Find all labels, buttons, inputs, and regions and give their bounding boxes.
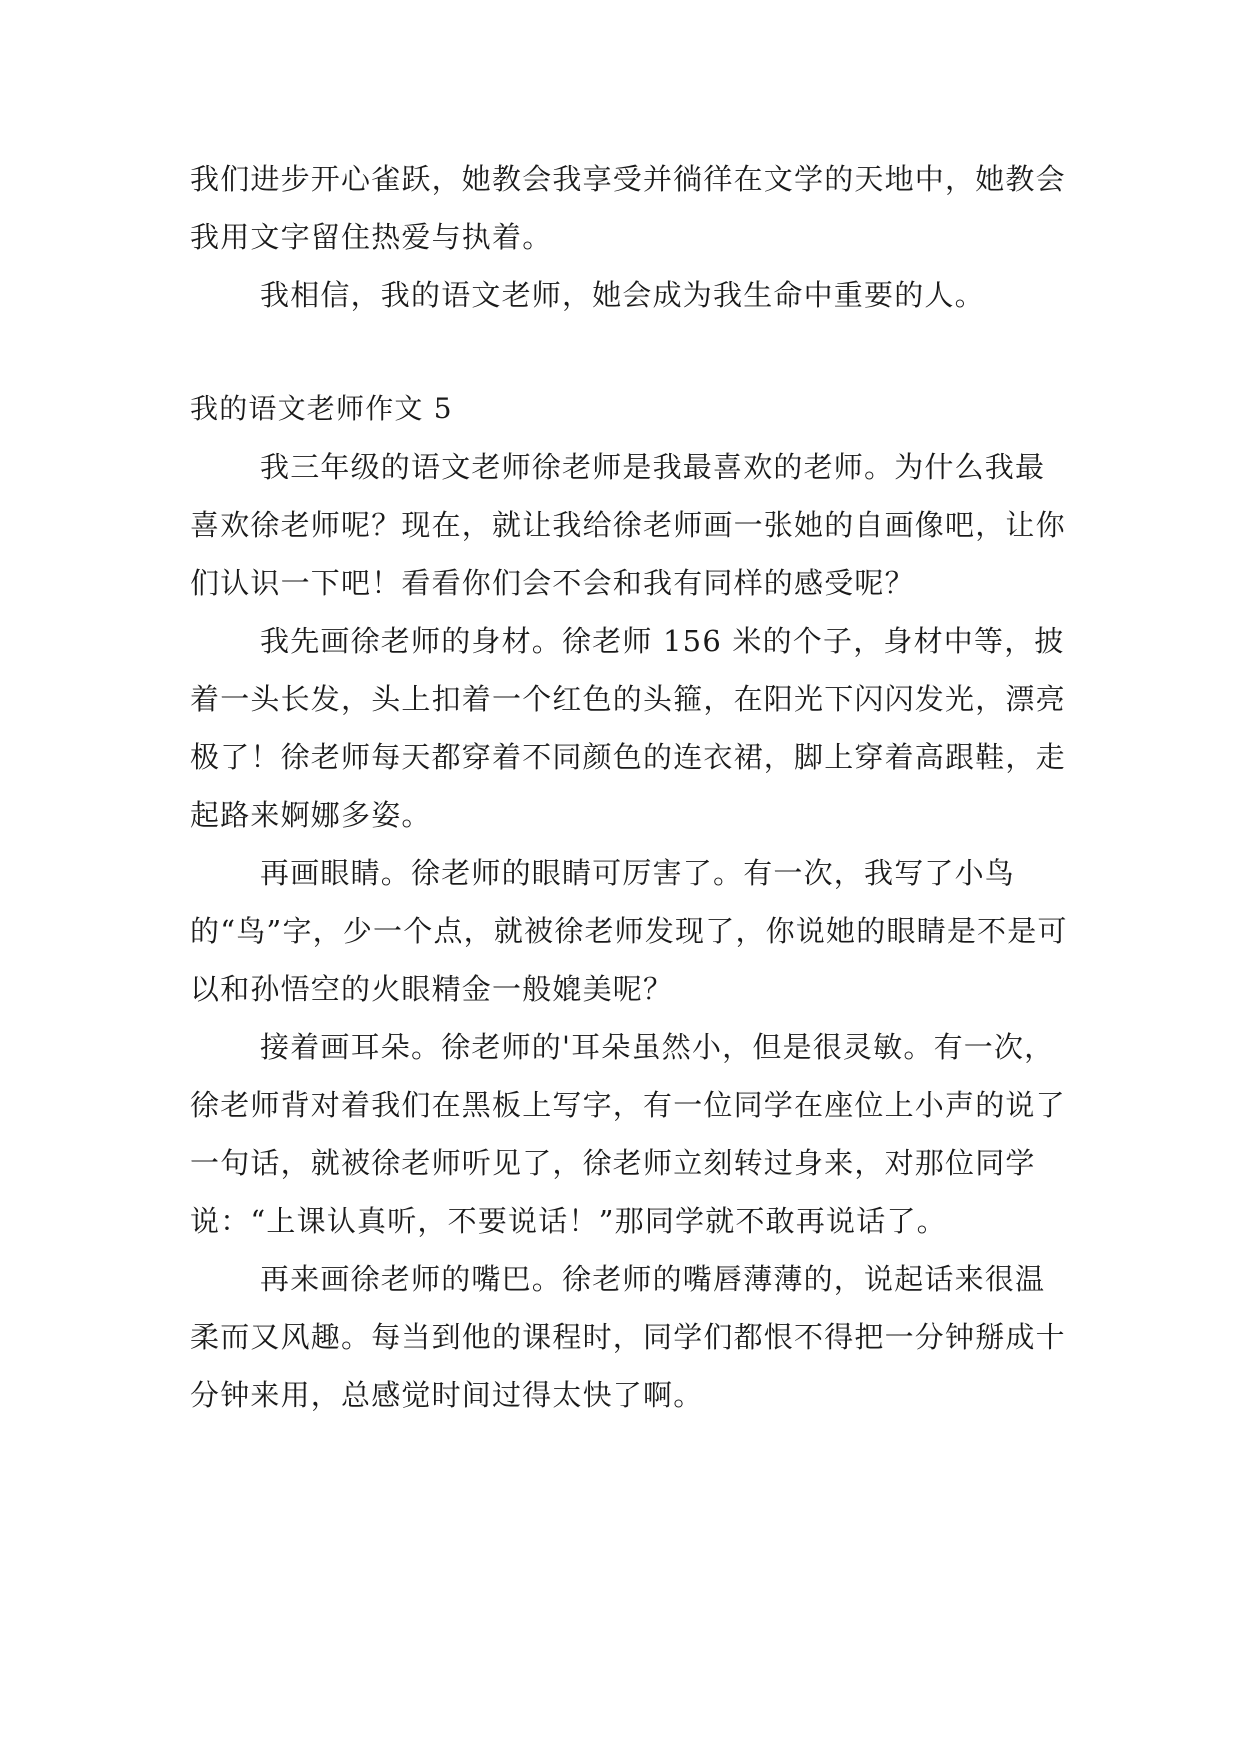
paragraph: 接着画耳朵。徐老师的'耳朵虽然小，但是很灵敏。有一次，徐老师背对着我们在黑板上写字，有一位同学在座位上小声的说了一句话，就被徐老师听见了，徐老师立刻转过身来，对那位同学说：“上课认真听，不要说话！”那同学就不敢再说话了。 — [190, 1030, 1066, 1238]
paragraph: 我先画徐老师的身材。徐老师 156 米的个子，身材中等，披着一头长发，头上扣着一个红色的头箍，在阳光下闪闪发光，漂亮极了！徐老师每天都穿着不同颜色的连衣裙，脚上穿着高跟鞋，走起路来婀娜多姿。 — [190, 624, 1066, 832]
document-page — [190, 150, 1070, 1424]
paragraph: 我三年级的语文老师徐老师是我最喜欢的老师。为什么我最喜欢徐老师呢？现在，就让我给徐老师画一张她的自画像吧，让你们认识一下吧！看看你们会不会和我有同样的感受呢？ — [190, 450, 1066, 600]
paragraph: 我们进步开心雀跃，她教会我享受并徜徉在文学的天地中，她教会我用文字留住热爱与执着。 — [190, 162, 1066, 254]
paragraph: 我相信，我的语文老师，她会成为我生命中重要的人。 — [260, 278, 985, 312]
section-title: 我的语文老师作文 5 — [190, 392, 453, 425]
paragraph: 再画眼睛。徐老师的眼睛可厉害了。有一次，我写了小鸟的“鸟”字，少一个点，就被徐老师发现了，你说她的眼睛是不是可以和孙悟空的火眼精金一般媲美呢？ — [190, 856, 1068, 1006]
paragraph: 再来画徐老师的嘴巴。徐老师的嘴唇薄薄的，说起话来很温柔而又风趣。每当到他的课程时，同学们都恨不得把一分钟掰成十分钟来用，总感觉时间过得太快了啊。 — [190, 1262, 1066, 1412]
section-gap — [190, 324, 1070, 380]
